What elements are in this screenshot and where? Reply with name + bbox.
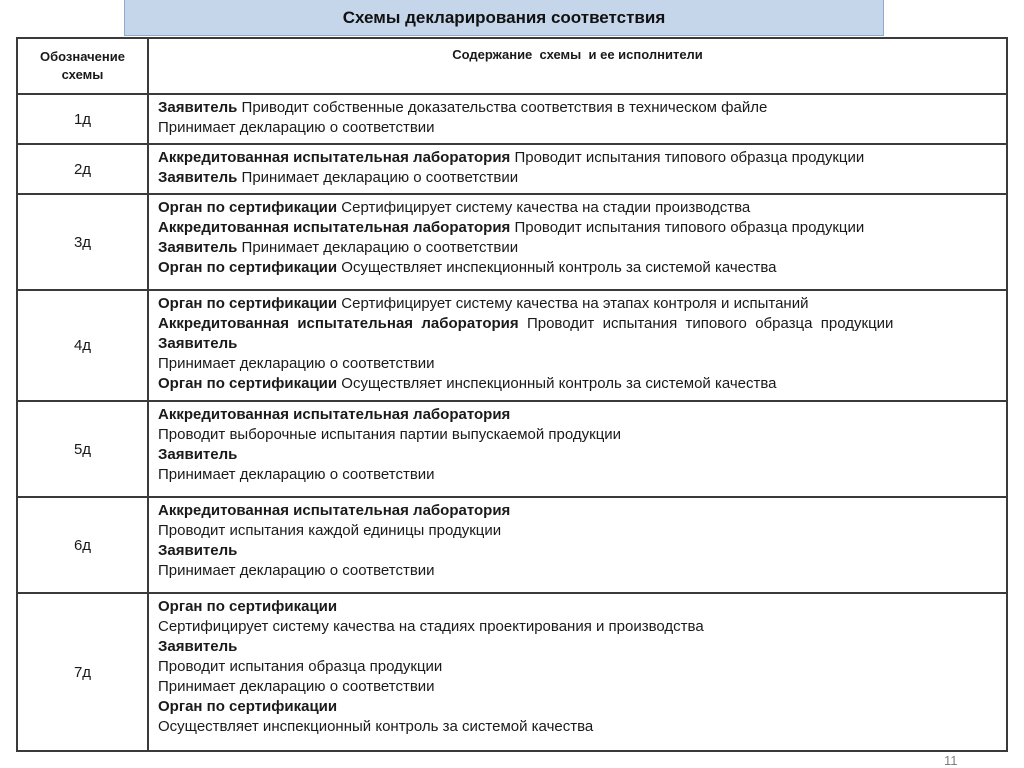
table-row bbox=[17, 194, 1007, 290]
content-line bbox=[158, 597, 998, 617]
role-name: Заявитель bbox=[158, 239, 238, 256]
content-line bbox=[158, 465, 998, 485]
content-line bbox=[158, 374, 998, 394]
table-row bbox=[17, 497, 1007, 593]
role-action: Принимает декларацию о соответствии bbox=[158, 355, 435, 372]
role-action: Проводит испытания типового образца продукции bbox=[510, 219, 865, 236]
content-line bbox=[158, 637, 998, 657]
content-line bbox=[158, 561, 998, 581]
scheme-content bbox=[148, 290, 1007, 401]
scheme-content bbox=[148, 497, 1007, 593]
header-scheme-code-label: Обозначение схемы bbox=[40, 49, 125, 82]
content-line bbox=[158, 697, 998, 717]
role-name: Орган по сертификации bbox=[158, 375, 338, 392]
role-name: Аккредитованная испытательная лаборатория bbox=[158, 149, 511, 166]
role-action: Осуществляет инспекционный контроль за системой качества bbox=[337, 259, 777, 276]
content-line bbox=[158, 717, 998, 737]
role-action: Осуществляет инспекционный контроль за системой качества bbox=[337, 375, 777, 392]
role-name: Аккредитованная испытательная лаборатория bbox=[158, 315, 519, 332]
scheme-code: 2д bbox=[17, 144, 148, 194]
role-name: Заявитель bbox=[158, 99, 238, 116]
content-line bbox=[158, 405, 998, 425]
scheme-content bbox=[148, 593, 1007, 751]
role-name: Орган по сертификации bbox=[158, 698, 338, 715]
content-line bbox=[158, 238, 998, 258]
role-action: Принимает декларацию о соответствии bbox=[158, 466, 435, 483]
role-action: Принимает декларацию о соответствии bbox=[237, 169, 519, 186]
role-action: Принимает декларацию о соответствии bbox=[158, 678, 435, 695]
role-action: Принимает декларацию о соответствии bbox=[158, 562, 435, 579]
scheme-code: 7д bbox=[17, 593, 148, 751]
role-action: Проводит испытания каждой единицы продукции bbox=[158, 522, 502, 539]
role-name: Заявитель bbox=[158, 335, 238, 352]
table-row bbox=[17, 593, 1007, 751]
scheme-code: 4д bbox=[17, 290, 148, 401]
header-scheme-content-label: Содержание схемы и ее исполнители bbox=[452, 47, 703, 62]
role-action: Сертифицирует систему качества на стадиях проектирования и производства bbox=[158, 618, 704, 635]
role-action: Приводит собственные доказательства соответствия в техническом файле bbox=[237, 99, 768, 116]
role-name: Аккредитованная испытательная лаборатория bbox=[158, 502, 511, 519]
header-scheme-content bbox=[148, 38, 1007, 94]
content-line bbox=[158, 118, 998, 138]
role-name: Аккредитованная испытательная лаборатория bbox=[158, 406, 511, 423]
table-header-row bbox=[17, 38, 1007, 94]
table-row bbox=[17, 290, 1007, 401]
content-line bbox=[158, 445, 998, 465]
role-name: Заявитель bbox=[158, 638, 238, 655]
content-line bbox=[158, 425, 998, 445]
role-action: Проводит испытания образца продукции bbox=[158, 658, 443, 675]
role-action: Сертифицирует систему качества на стадии производства bbox=[337, 199, 751, 216]
content-line bbox=[158, 98, 998, 118]
content-line bbox=[158, 501, 998, 521]
declaration-schemes-table bbox=[16, 37, 1008, 752]
header-scheme-code bbox=[17, 38, 148, 94]
content-line bbox=[158, 657, 998, 677]
content-line bbox=[158, 148, 998, 168]
content-line bbox=[158, 354, 998, 374]
role-name: Орган по сертификации bbox=[158, 598, 338, 615]
table-row bbox=[17, 401, 1007, 497]
role-name: Заявитель bbox=[158, 169, 238, 186]
scheme-code: 3д bbox=[17, 194, 148, 290]
scheme-code: 5д bbox=[17, 401, 148, 497]
table-row bbox=[17, 144, 1007, 194]
role-name: Орган по сертификации bbox=[158, 259, 338, 276]
content-line bbox=[158, 541, 998, 561]
role-name: Орган по сертификации bbox=[158, 295, 338, 312]
scheme-code: 6д bbox=[17, 497, 148, 593]
content-line bbox=[158, 677, 998, 697]
slide-title: Схемы декларирования соответствия bbox=[124, 0, 884, 36]
content-line bbox=[158, 198, 998, 218]
role-action: Проводит выборочные испытания партии выпускаемой продукции bbox=[158, 426, 622, 443]
role-name: Орган по сертификации bbox=[158, 199, 338, 216]
scheme-code: 1д bbox=[17, 94, 148, 144]
role-name: Заявитель bbox=[158, 542, 238, 559]
scheme-content bbox=[148, 144, 1007, 194]
role-action: Проводит испытания типового образца продукции bbox=[518, 315, 894, 332]
role-name: Аккредитованная испытательная лаборатория bbox=[158, 219, 511, 236]
role-action: Принимает декларацию о соответствии bbox=[158, 119, 435, 136]
content-line bbox=[158, 334, 998, 354]
content-line bbox=[158, 258, 998, 278]
scheme-content bbox=[148, 94, 1007, 144]
role-name: Заявитель bbox=[158, 446, 238, 463]
role-action: Принимает декларацию о соответствии bbox=[237, 239, 519, 256]
table-row bbox=[17, 94, 1007, 144]
content-line bbox=[158, 294, 998, 314]
role-action: Осуществляет инспекционный контроль за системой качества bbox=[158, 718, 594, 735]
content-line bbox=[158, 314, 998, 334]
page-number: 11 bbox=[944, 753, 958, 768]
content-line bbox=[158, 218, 998, 238]
content-line bbox=[158, 168, 998, 188]
content-line bbox=[158, 521, 998, 541]
role-action: Сертифицирует систему качества на этапах контроля и испытаний bbox=[337, 295, 809, 312]
scheme-content bbox=[148, 194, 1007, 290]
role-action: Проводит испытания типового образца продукции bbox=[510, 149, 865, 166]
content-line bbox=[158, 617, 998, 637]
scheme-content bbox=[148, 401, 1007, 497]
